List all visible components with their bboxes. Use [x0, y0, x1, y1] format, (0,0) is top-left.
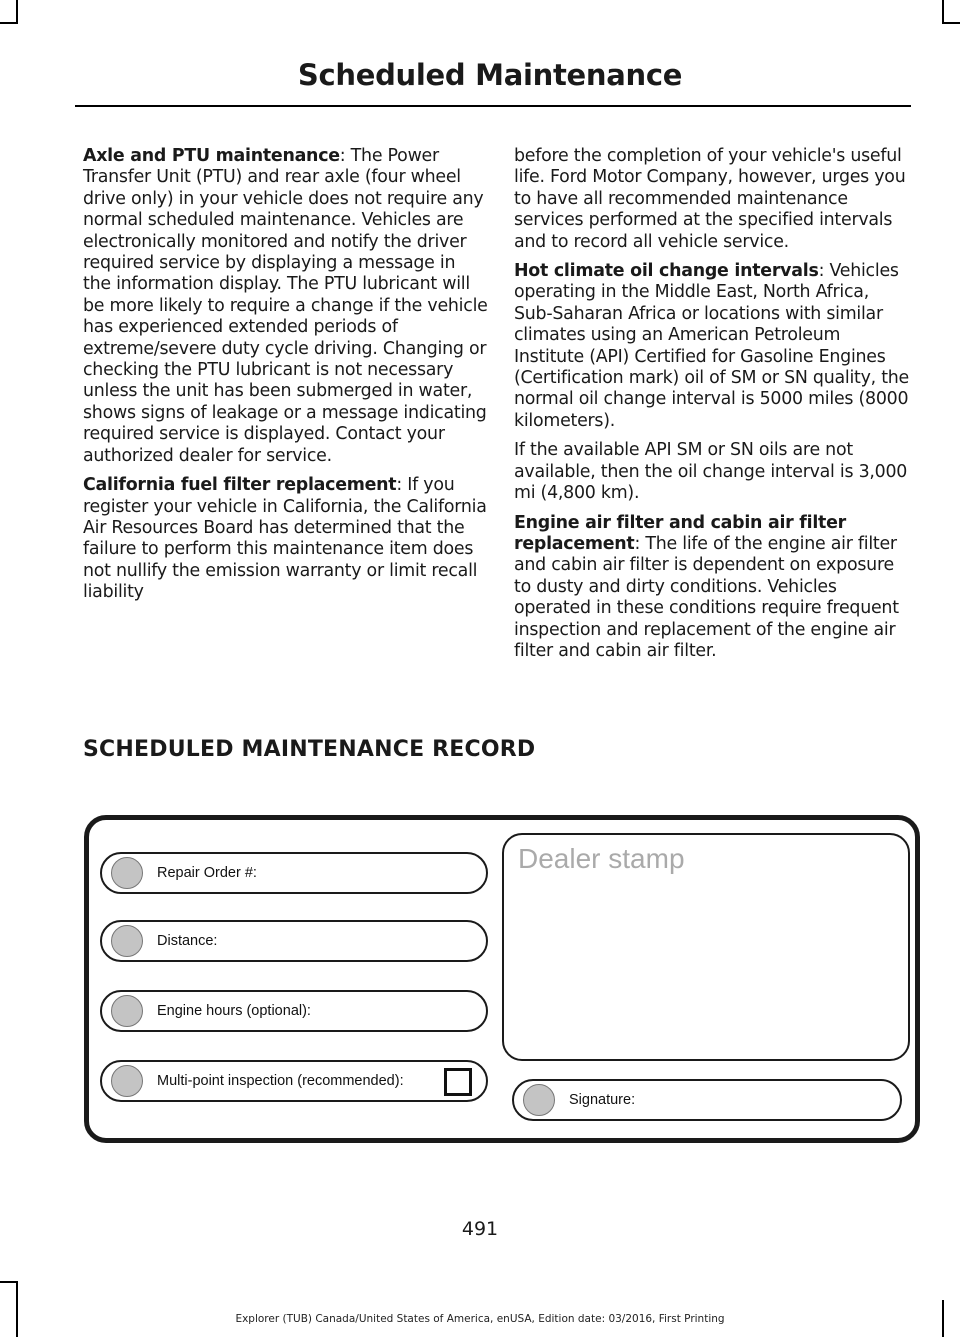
paragraph-axle-ptu: Axle and PTU maintenance: The Power Transfer Unit (PTU) and rear axle (four wheel drive only) in your vehicle does not require any normal scheduled maintenance. Vehicles are electronically monitored and notify the driver required service by displaying a message in the information display. The PTU lubricant will be more likely to require a change if the vehicle has experienced extended periods of extreme/severe duty cycle driving. Changing or checking the PTU lubricant is not necessary unless the unit has been submerged in water, shows signs of leakage or a message indicating required service is displayed. Contact your authorized dealer for service. — [83, 146, 488, 466]
left-column — [83, 146, 488, 612]
signature-field[interactable] — [512, 1079, 902, 1121]
section-heading: SCHEDULED MAINTENANCE RECORD — [83, 737, 536, 762]
paragraph-california-fuel-filter: California fuel filter replacement: If you register your vehicle in California, the California Air Resources Board has determined that the failure to perform this maintenance item does not nullify the emission warranty or limit recall liability — [83, 475, 487, 603]
crop-mark — [942, 22, 960, 24]
dealer-stamp-box — [502, 833, 910, 1061]
field-marker-icon — [111, 995, 143, 1027]
term-air-filters: Engine air filter and cabin air filter replacement — [514, 512, 846, 554]
field-marker-icon — [523, 1084, 555, 1116]
signature-label: Signature: — [569, 1092, 636, 1108]
paragraph-api-oils: If the available API SM or SN oils are not available, then the oil change interval is 3,000 mi (4,800 km). — [514, 440, 908, 504]
crop-mark — [0, 1281, 18, 1283]
crop-mark — [942, 0, 944, 24]
page-title: Scheduled Maintenance — [297, 58, 683, 92]
repair-order-field[interactable] — [100, 852, 488, 894]
distance-field[interactable] — [100, 920, 488, 962]
engine-hours-label: Engine hours (optional): — [157, 1003, 311, 1019]
engine-hours-field[interactable] — [100, 990, 488, 1032]
page-number: 491 — [461, 1218, 499, 1240]
repair-order-label: Repair Order #: — [157, 865, 257, 881]
paragraph-continuation: before the completion of your vehicle's useful life. Ford Motor Company, however, urges you to have all recommended maintenance services performed at the specified intervals and to record all vehicle service. — [514, 146, 906, 252]
crop-mark — [16, 0, 18, 24]
distance-label: Distance: — [157, 933, 218, 949]
dealer-stamp-label: Dealer stamp — [518, 843, 685, 874]
term-hot-climate: Hot climate oil change intervals — [514, 261, 819, 282]
header-rule — [75, 105, 911, 107]
term-california-fuel-filter: California fuel filter replacement — [83, 475, 397, 496]
field-marker-icon — [111, 857, 143, 889]
inspection-label: Multi-point inspection (recommended): — [157, 1073, 404, 1089]
field-marker-icon — [111, 925, 143, 957]
maintenance-record-form — [84, 815, 920, 1143]
field-marker-icon — [111, 1065, 143, 1097]
crop-mark — [16, 1281, 18, 1337]
term-axle-ptu: Axle and PTU maintenance — [83, 146, 340, 166]
paragraph-air-filters: Engine air filter and cabin air filter replacement: The life of the engine air filter and cabin air filter is dependent on exposure to dusty and dirty conditions. Vehicles operated in these conditions require frequent inspection and replacement of the engine air filter and cabin air filter. — [514, 512, 899, 661]
footer-text: Explorer (TUB) Canada/United States of America, enUSA, Edition date: 03/2016, First Printing — [235, 1313, 725, 1325]
right-column — [514, 146, 912, 670]
paragraph-hot-climate: Hot climate oil change intervals: Vehicles operating in the Middle East, North Africa, Sub-Saharan Africa or locations with similar climates using an American Petroleum Institute (API) Certified for Gasoline Engines (Certification mark) oil of SM or SN quality, the normal oil change interval is 5000 miles (8000 kilometers). — [514, 261, 909, 431]
inspection-field — [100, 1060, 488, 1102]
crop-mark — [0, 22, 18, 24]
inspection-checkbox[interactable] — [444, 1068, 472, 1096]
